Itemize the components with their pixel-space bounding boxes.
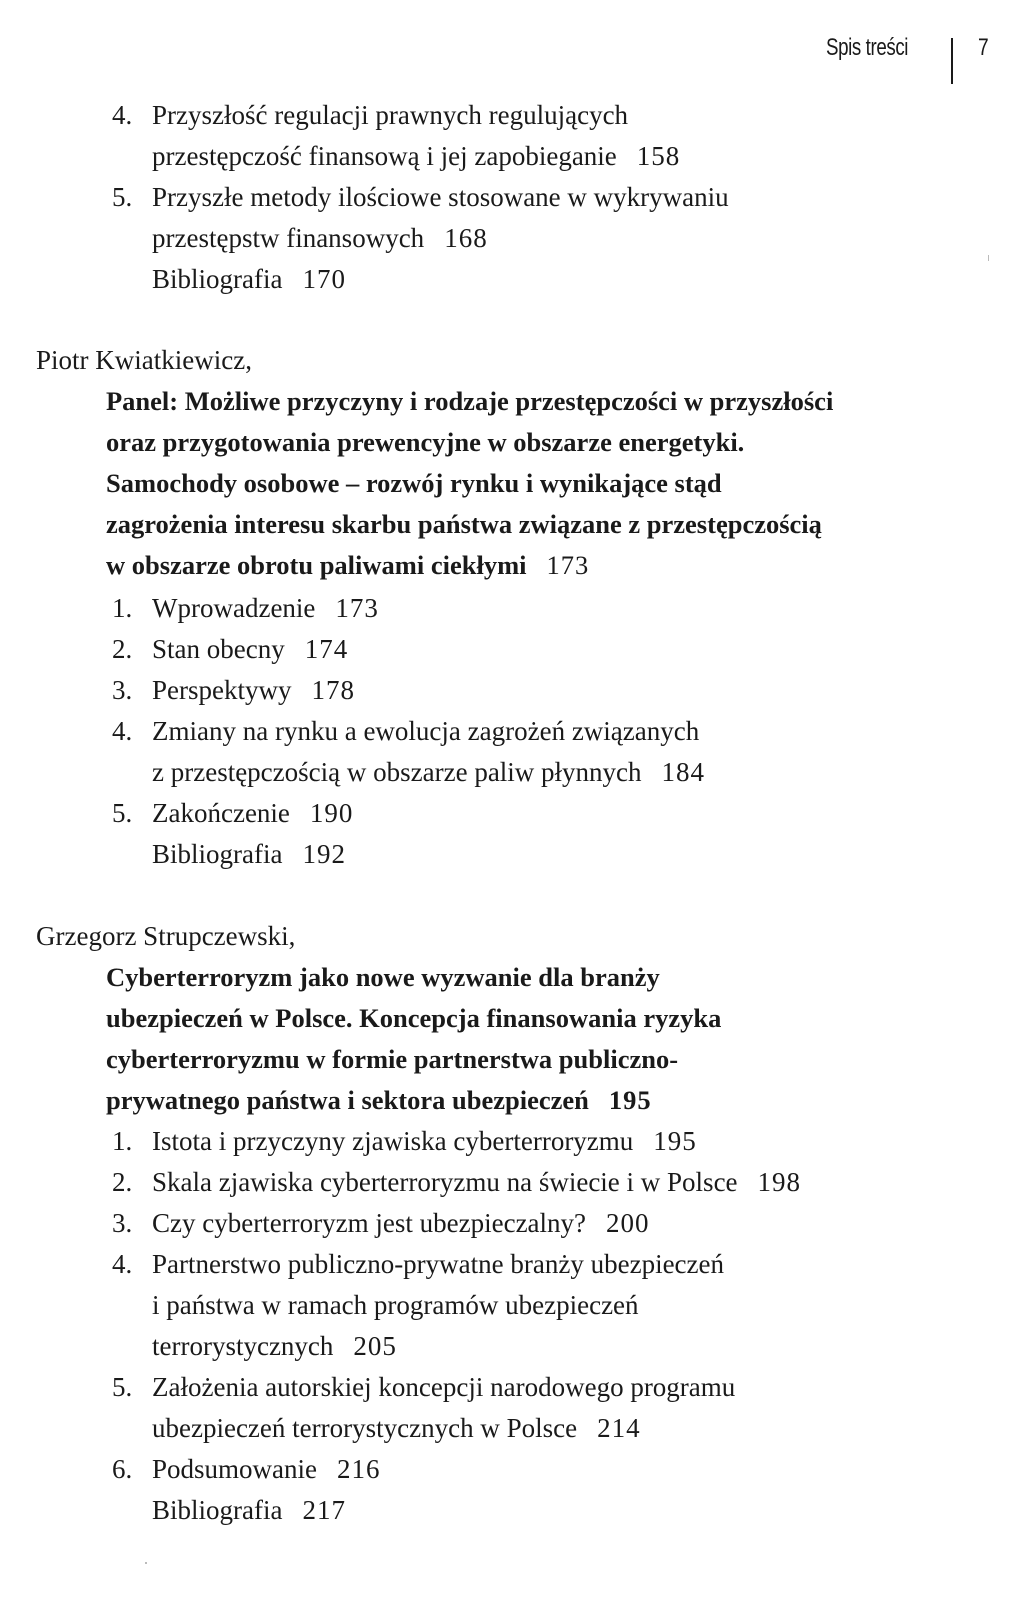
entry-page: 173 [335, 593, 379, 623]
toc-entry [112, 588, 379, 629]
chapter-title-text: w obszarze obrotu paliwami ciekłymi [106, 550, 527, 580]
toc-entry-continuation [152, 1408, 641, 1449]
entry-title: Stan obecny [152, 634, 285, 664]
toc-entry [112, 670, 355, 711]
toc-entry [112, 177, 729, 218]
entry-title: przestępstw finansowych [152, 223, 425, 253]
entry-number: 5. [112, 182, 133, 212]
entry-title: terrorystycznych [152, 1331, 334, 1361]
entry-title: Podsumowanie [152, 1454, 317, 1484]
entry-page: 205 [353, 1331, 397, 1361]
entry-number: 4. [112, 716, 133, 746]
entry-number: 5. [112, 798, 133, 828]
scan-speck [988, 255, 989, 261]
entry-title: Przyszłość regulacji prawnych regulujących [152, 100, 629, 130]
entry-number: 1. [112, 593, 133, 623]
entry-title: Perspektywy [152, 675, 292, 705]
chapter-title-line: cyberterroryzmu w formie partnerstwa publiczno- [106, 1044, 679, 1074]
entry-page: 192 [302, 839, 346, 869]
chapter-title-line: Panel: Możliwe przyczyny i rodzaje przestępczości w przyszłości [106, 386, 834, 416]
entry-title: Przyszłe metody ilościowe stosowane w wykrywaniu [152, 182, 729, 212]
toc-entry [112, 711, 699, 752]
toc-entry-bibliography [152, 834, 346, 875]
entry-number: 1. [112, 1126, 133, 1156]
entry-number: 3. [112, 675, 133, 705]
chapter-author: Grzegorz Strupczewski, [36, 921, 296, 951]
toc-entry [112, 1162, 801, 1203]
entry-title: Zakończenie [152, 798, 290, 828]
entry-page: 190 [309, 798, 354, 828]
entry-page: 195 [653, 1126, 697, 1156]
chapter-author: Piotr Kwiatkiewicz, [36, 345, 252, 375]
entry-title: Założenia autorskiej koncepcji narodowego programu [152, 1372, 736, 1402]
entry-page: 158 [636, 141, 681, 171]
toc-entry [112, 1449, 381, 1490]
chapter-title-text: prywatnego państwa i sektora ubezpieczeń [106, 1085, 589, 1115]
toc-entry-continuation [152, 136, 680, 177]
entry-number: 2. [112, 634, 133, 664]
entry-title: Wprowadzenie [152, 593, 316, 623]
chapter-title-line: Samochody osobowe – rozwój rynku i wynikające stąd [106, 468, 722, 498]
entry-number: 3. [112, 1208, 133, 1238]
toc-entry-bibliography [152, 1490, 346, 1531]
toc-entry-bibliography [152, 259, 346, 300]
chapter-title-line: oraz przygotowania prewencyjne w obszarze energetyki. [106, 427, 745, 457]
toc-entry-continuation [152, 218, 488, 259]
entry-title: Bibliografia [152, 1495, 283, 1525]
entry-page: 200 [606, 1208, 650, 1238]
entry-number: 2. [112, 1167, 133, 1197]
entry-title: ubezpieczeń terrorystycznych w Polsce [152, 1413, 578, 1443]
entry-title: Partnerstwo publiczno-prywatne branży ubezpieczeń [152, 1249, 725, 1279]
toc-entry [112, 1121, 697, 1162]
entry-page: 184 [661, 757, 706, 787]
entry-title: Zmiany na rynku a ewolucja zagrożeń związanych [152, 716, 700, 746]
toc-entry-continuation [152, 752, 705, 793]
chapter-title-line: zagrożenia interesu skarbu państwa związane z przestępczością [106, 509, 822, 539]
entry-title: Istota i przyczyny zjawiska cyberterroryzmu [152, 1126, 634, 1156]
toc-entry-continuation [152, 1326, 397, 1367]
running-head-title: Spis treści [826, 34, 909, 61]
entry-title: Bibliografia [152, 839, 283, 869]
entry-title: przestępczość finansową i jej zapobieganie [152, 141, 617, 171]
entry-number: 5. [112, 1372, 133, 1402]
toc-entry [112, 1367, 735, 1408]
entry-title: Czy cyberterroryzm jest ubezpieczalny? [152, 1208, 587, 1238]
chapter-title-page: 173 [546, 550, 590, 580]
running-head-divider [951, 38, 953, 84]
entry-page: 214 [597, 1413, 641, 1443]
entry-page: 178 [311, 675, 355, 705]
entry-number: 6. [112, 1454, 133, 1484]
entry-title: Bibliografia [152, 264, 283, 294]
entry-page: 174 [304, 634, 349, 664]
entry-number: 4. [112, 1249, 133, 1279]
toc-entry [112, 629, 348, 670]
entry-title: z przestępczością w obszarze paliw płynnych [152, 757, 642, 787]
entry-page: 170 [302, 264, 346, 294]
chapter-title-line [106, 1080, 652, 1121]
toc-entry [112, 95, 628, 136]
toc-entry [112, 1244, 724, 1285]
scan-speck [145, 1562, 147, 1564]
chapter-title-line: ubezpieczeń w Polsce. Koncepcja finansowania ryzyka [106, 1003, 722, 1033]
running-head [0, 30, 1020, 90]
page-number: 7 [978, 34, 989, 61]
entry-page: 198 [757, 1167, 802, 1197]
toc-entry [112, 1203, 650, 1244]
entry-page: 217 [302, 1495, 346, 1525]
entry-title: i państwa w ramach programów ubezpieczeń [152, 1290, 639, 1320]
toc-entry-continuation [152, 1285, 639, 1326]
chapter-title-line [106, 545, 589, 586]
entry-page: 168 [444, 223, 488, 253]
entry-number: 4. [112, 100, 133, 130]
entry-page: 216 [337, 1454, 381, 1484]
entry-title: Skala zjawiska cyberterroryzmu na świecie i w Polsce [152, 1167, 738, 1197]
chapter-title-page: 195 [608, 1085, 652, 1115]
toc-entry [112, 793, 353, 834]
chapter-title-line: Cyberterroryzm jako nowe wyzwanie dla branży [106, 962, 660, 992]
